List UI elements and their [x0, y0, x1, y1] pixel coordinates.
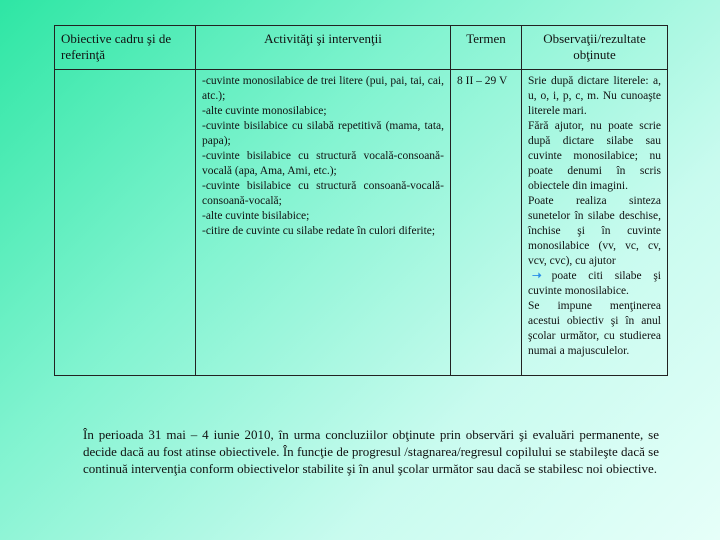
header-term: Termen [451, 26, 522, 70]
table-row [55, 70, 668, 376]
observation-text: poate citi silabe şi cuvinte monosilabice. [528, 270, 661, 297]
activity-item: -alte cuvinte monosilabice; [202, 105, 327, 117]
objectives-cell [55, 70, 196, 376]
activity-item: -alte cuvinte bisilabice; [202, 210, 310, 222]
header-activities: Activităţi şi intervenţii [196, 26, 451, 70]
activities-cell [196, 70, 451, 376]
activity-item: -cuvinte bisilabice cu silabă repetitivă (mama, tata, papa); [202, 120, 444, 147]
observation-item: Se impune menţinerea acestui obiectiv şi în anul şcolar următor, cu studierea numai a majusculelor. [528, 300, 661, 357]
activity-item: -cuvinte monosilabice de trei litere (pui, pai, tai, cai, atc.); [202, 75, 444, 102]
header-objectives: Obiective cadru şi de referinţă [55, 26, 196, 70]
table-header-row [55, 26, 668, 70]
activity-item: -citire de cuvinte cu silabe redate în culori diferite; [202, 225, 436, 237]
intervention-plan-table [54, 25, 668, 376]
observation-item-with-arrow [528, 269, 661, 299]
observations-cell [522, 70, 668, 376]
header-observations: Observaţii/rezultate obţinute [522, 26, 668, 70]
observation-item: Poate realiza sinteza sunetelor în silabe deschise, închise şi în cuvinte monosilabice (vv, vc, cv, vcv, cvc), cu ajutor [528, 195, 661, 267]
conclusion-paragraph: În perioada 31 mai – 4 iunie 2010, în urma concluziilor obţinute prin observări şi evaluări permanente, se decide dacă au fost atinse obiectivele. În funcţie de progresul /stagnarea/regresul copilului se stabileşte dacă se continuă intervenţia conform obiectivelor stabilite şi în anul şcolar următor sau dacă se stabilesc noi obiective. [83, 427, 659, 476]
arrow-right-icon: ➝ [532, 270, 542, 282]
observation-item: Srie după dictare literele: a, u, o, i, p, c, m. Nu cunoaşte literele mari. [528, 75, 661, 117]
term-cell: 8 II – 29 V [451, 70, 522, 376]
activity-item: -cuvinte bisilabice cu structură consoană-vocală-consoană-vocală; [202, 180, 444, 207]
observation-item: Fără ajutor, nu poate scrie după dictare silabe sau cuvinte monosilabice; nu poate denumi în scris obiectele din imagini. [528, 120, 661, 192]
activity-item: -cuvinte bisilabice cu structură vocală-consoană-vocală (apa, Ama, Ami, etc.); [202, 150, 444, 177]
